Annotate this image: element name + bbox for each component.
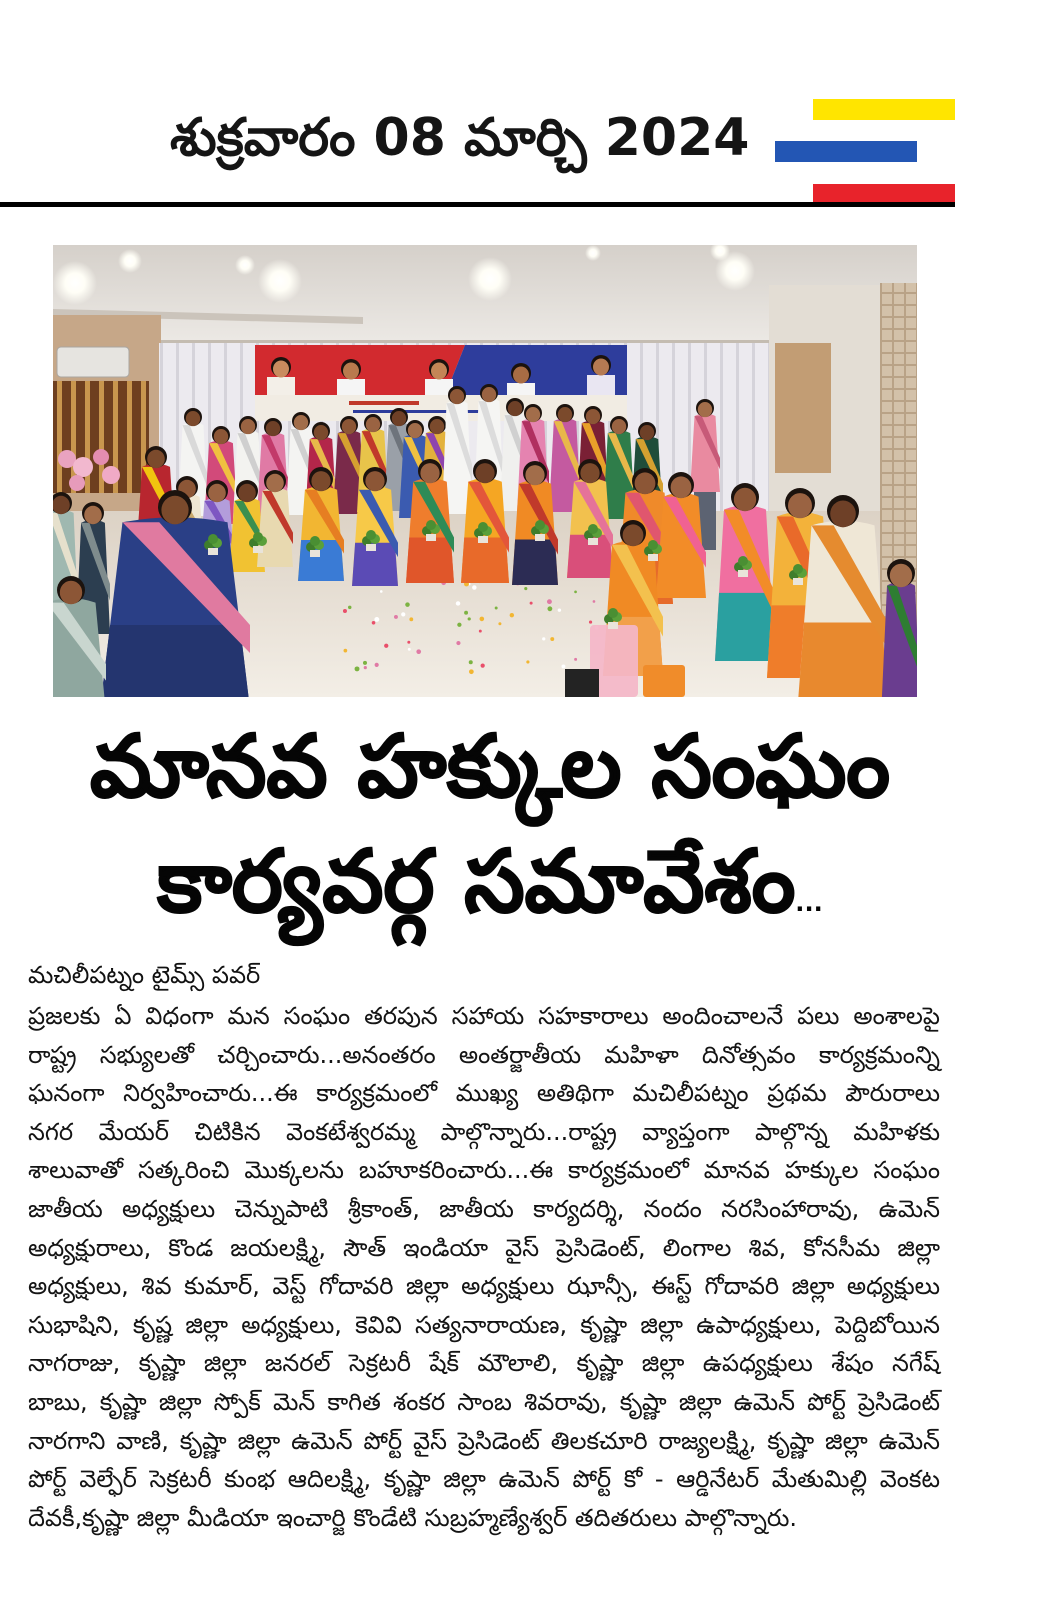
confetti-dot xyxy=(469,660,473,664)
pot xyxy=(426,534,436,541)
confetti-dot xyxy=(472,585,477,590)
face xyxy=(266,474,284,492)
face xyxy=(475,463,494,483)
pot xyxy=(208,548,218,555)
face xyxy=(526,407,540,422)
air-conditioner xyxy=(57,347,129,377)
face xyxy=(635,472,656,494)
confetti-dot xyxy=(547,606,552,611)
headline-continued xyxy=(10,827,970,958)
confetti-dot xyxy=(348,606,351,609)
pot xyxy=(588,538,598,545)
article-line-last: దేవకీ,కృష్ణా జిల్లా మీడియా ఇంచార్జి కొండేటి సుబ్రహ్మణ్యేశ్వర్ తదితరులు పాల్గొన్నారు. xyxy=(28,1503,798,1532)
article-line: శాలువాతో సత్కరించి మొక్కలను బహూకరించారు...ఈ కార్యక్రమంలో మానవ హక్కుల సంఘం xyxy=(28,1156,940,1185)
leaf xyxy=(588,524,598,534)
face xyxy=(430,419,444,434)
leaf xyxy=(738,556,748,566)
ceiling-light xyxy=(468,257,512,301)
face xyxy=(580,463,599,483)
face xyxy=(342,419,356,434)
leaf xyxy=(478,522,488,532)
article-line: ప్రజలకు ఏ విధంగా మన సంఘం తరపున సహాయ సహకారాలు అందించాలనే పలు అంశాలపై xyxy=(28,1002,940,1030)
confetti-dot xyxy=(457,623,461,627)
wood-panel xyxy=(775,343,831,473)
leaf xyxy=(366,530,376,540)
pot xyxy=(478,536,488,543)
article-line: నగర మేయర్ చిటికిన వెంకటేశ్వరమ్మ పాల్గొన్నారు...రాష్ట్ర వ్యాప్తంగా పాల్గొన్న మహిళకు xyxy=(28,1117,940,1146)
confetti-dot xyxy=(547,599,552,604)
confetti-dot xyxy=(344,649,348,653)
face xyxy=(788,493,812,518)
saree-lower xyxy=(512,539,558,585)
portrait-face xyxy=(273,361,289,378)
confetti-dot xyxy=(574,658,577,661)
face xyxy=(623,524,644,546)
face xyxy=(450,389,464,404)
pot xyxy=(366,544,376,551)
confetti-dot xyxy=(561,665,565,669)
confetti-dot xyxy=(524,587,527,590)
confetti-dot xyxy=(409,617,413,621)
article-line: నాగరాజు, కృష్ణా జిల్లా జనరల్ సెక్రటరీ షేక్ మౌలాలి, కృష్ణా జిల్లా ఉపధ్యక్షులు శేషం నగేష్ xyxy=(28,1349,940,1378)
headline-ellipsis: ... xyxy=(795,889,823,917)
confetti-dot xyxy=(479,630,482,633)
confetti-dot xyxy=(380,590,383,593)
article-line: నారగాని వాణి, కృష్ణా జిల్లా ఉమెన్ పోర్ట్ వైస్ ప్రెసిడెంట్ తిలకచూరి రాజ్యలక్ష్మి, కృష్ణా జిల్లా ఉమెన్ xyxy=(28,1426,940,1455)
saree-lower xyxy=(406,537,454,583)
pot xyxy=(608,622,618,629)
flower xyxy=(73,457,93,477)
ceiling-light xyxy=(585,245,601,261)
face xyxy=(612,419,626,434)
headline xyxy=(10,712,970,822)
face xyxy=(890,564,912,588)
face xyxy=(408,423,422,438)
saree-lower xyxy=(798,623,888,697)
blue-stripe xyxy=(775,141,917,162)
face xyxy=(238,484,256,502)
dateline: మచిలీపట్నం టైమ్స్ పవర్ xyxy=(28,961,261,989)
article-line: జాతీయ అధ్యక్షులు చెన్నుపాటి శ్రీకాంత్, జాతీయ కార్యదర్శి, నందం నరసింహారావు, ఉమెన్ xyxy=(28,1194,940,1223)
confetti-dot xyxy=(401,612,405,616)
article-line: అధ్యక్షులు, శివ కుమార్, వెస్ట్ గోదావరి జిల్లా అధ్యక్షులు ఝాన్సీ, ఈస్ట్ గోదావరి జిల్లా అధ్యక్షులు xyxy=(28,1272,940,1301)
face xyxy=(392,411,406,426)
confetti-dot xyxy=(593,600,596,603)
header-rule xyxy=(0,202,955,207)
pot xyxy=(535,534,545,541)
left-curtain xyxy=(53,381,149,493)
article-line: సుభాషిని, కృష్ణ జిల్లా అధ్యక్షులు, కెవివి సత్యనారాయణ, కృష్ణా జిల్లా ఉపాధ్యక్షులు, పెద్దిబోయిన xyxy=(28,1310,940,1339)
portrait-shirt xyxy=(337,379,365,395)
confetti-dot xyxy=(510,613,514,617)
floor-mat xyxy=(565,669,599,697)
confetti-dot xyxy=(589,620,592,623)
article-line: రాష్ట్ర సభ్యులతో చర్చించారు...అనంతరం అంతర్జాతీయ మహిళా దినోత్సవం కార్యక్రమంన్ని xyxy=(28,1040,940,1069)
saree-lower xyxy=(100,625,250,697)
yellow-stripe xyxy=(813,99,955,120)
face xyxy=(420,463,439,483)
ceiling-light xyxy=(235,255,255,275)
confetti-dot xyxy=(574,591,577,594)
face xyxy=(640,425,654,440)
face xyxy=(314,425,328,440)
article-line: పోర్ట్ వెల్ఫేర్ సెక్రటరీ కుంభ ఆదిలక్ష్మి, కృష్ణా జిల్లా ఉమెన్ పోర్ట్ కో - ఆర్డినేటర్ మేతుమిల్లి వెంకట xyxy=(28,1465,940,1494)
pot xyxy=(793,578,803,585)
pot xyxy=(253,546,263,553)
face xyxy=(53,496,70,514)
face xyxy=(586,409,600,424)
confetti-dot xyxy=(558,608,561,611)
flower xyxy=(69,475,85,491)
face xyxy=(266,421,280,436)
face xyxy=(365,471,384,491)
pot xyxy=(738,570,748,577)
face xyxy=(482,387,496,402)
orange-bag xyxy=(643,665,685,697)
confetti-dot xyxy=(372,621,376,625)
flower xyxy=(93,449,109,465)
confetti-dot xyxy=(498,622,501,625)
confetti-dot xyxy=(343,609,347,613)
pot xyxy=(310,550,320,557)
confetti-dot xyxy=(355,666,360,671)
article-line: బాబు, కృష్ణా జిల్లా స్పోక్ మెన్ కాగిత శంకర సాంబ శివరావు, కృష్ణా జిల్లా ఉమెన్ పోర్ట్ ప్రెసిడెంట్ xyxy=(28,1387,940,1416)
article-line: ఘనంగా నిర్వహించారు...ఈ కార్యక్రమంలో ముఖ్య అతిథిగా మచిలీపట్నం ప్రథమ పౌరురాలు xyxy=(28,1079,940,1108)
leaf xyxy=(793,564,803,574)
confetti-dot xyxy=(550,637,554,641)
face xyxy=(508,401,522,416)
leaf xyxy=(426,520,436,530)
confetti-dot xyxy=(363,661,367,665)
confetti-dot xyxy=(416,649,421,654)
face xyxy=(558,407,572,422)
leaf xyxy=(648,540,658,550)
issue-date: శుక్రవారం 08 మార్చి 2024 xyxy=(170,108,750,168)
face xyxy=(60,581,82,605)
ceiling-light xyxy=(53,261,97,305)
face xyxy=(734,488,756,512)
leaf xyxy=(310,536,320,546)
ceiling-light xyxy=(258,259,302,303)
confetti-dot xyxy=(456,601,460,605)
portrait-face xyxy=(343,363,359,380)
portrait-shirt xyxy=(507,383,535,395)
banner-mark xyxy=(349,401,419,405)
confetti-dot xyxy=(374,617,379,622)
face xyxy=(214,429,228,444)
face xyxy=(830,500,856,527)
headline-text: కార్యవర్గ సమావేశం xyxy=(157,832,796,932)
confetti-dot xyxy=(469,669,474,674)
confetti-dot xyxy=(364,666,367,669)
confetti-dot xyxy=(481,664,485,668)
pot xyxy=(648,554,658,561)
headline-line-2 xyxy=(157,827,823,958)
face xyxy=(311,471,330,491)
confetti-dot xyxy=(405,602,409,606)
portrait-face xyxy=(431,363,447,380)
face xyxy=(84,506,102,524)
portrait-shirt xyxy=(587,375,615,395)
ceiling-light xyxy=(118,249,142,273)
confetti-dot xyxy=(408,648,411,651)
saree-lower xyxy=(461,537,509,583)
confetti-dot xyxy=(530,602,533,605)
flower xyxy=(102,466,120,484)
face xyxy=(698,402,712,417)
confetti-dot xyxy=(394,615,398,619)
confetti-dot xyxy=(480,617,485,622)
confetti-dot xyxy=(407,641,410,644)
face xyxy=(671,476,692,498)
confetti-dot xyxy=(542,637,545,640)
face xyxy=(525,465,544,485)
article-photo xyxy=(53,245,917,697)
confetti-dot xyxy=(526,660,529,663)
face xyxy=(241,419,255,434)
face xyxy=(147,450,165,468)
portrait-face xyxy=(513,367,529,384)
confetti-dot xyxy=(468,617,471,620)
saree-lower xyxy=(715,593,775,661)
leaf xyxy=(253,532,263,542)
face xyxy=(366,417,380,432)
face xyxy=(161,496,188,525)
confetti-dot xyxy=(375,663,379,667)
leaf xyxy=(608,608,618,618)
portrait-face xyxy=(593,359,609,376)
face xyxy=(208,484,226,502)
confetti-dot xyxy=(495,607,498,610)
face xyxy=(186,411,200,426)
confetti-dot xyxy=(384,644,388,648)
article-body xyxy=(28,997,940,1537)
article-line: అధ్యక్షురాలు, కొండ జయలక్ష్మి, సౌత్ ఇండియా వైస్ ప్రెసిడెంట్, లింగాల శివ, కోనసీమ జిల్లా xyxy=(28,1233,940,1262)
leaf xyxy=(535,520,545,530)
headline-line-1: మానవ హక్కుల సంఘం xyxy=(90,717,890,817)
leaf xyxy=(208,534,218,544)
confetti-dot xyxy=(464,611,468,615)
portrait-shirt xyxy=(267,377,295,395)
face xyxy=(294,415,308,430)
confetti-dot xyxy=(456,641,460,645)
